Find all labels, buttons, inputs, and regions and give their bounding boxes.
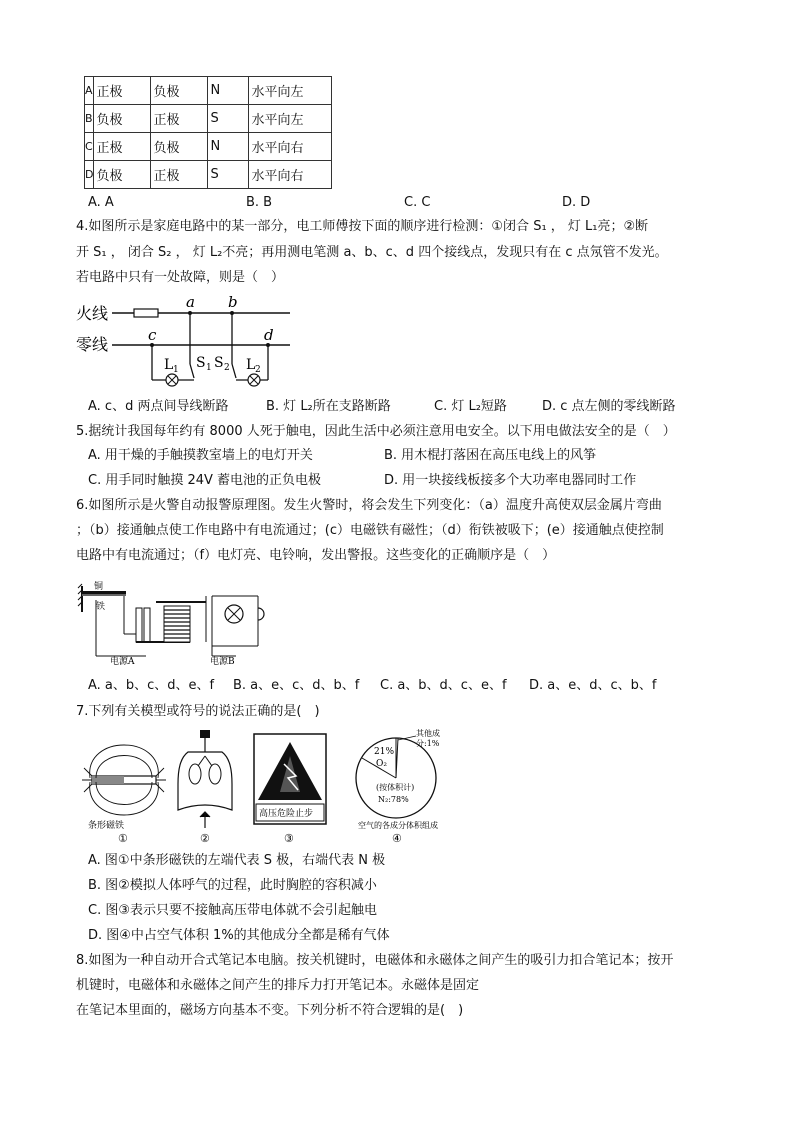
q7-option-b: B. 图②模拟人体呼气的过程，此时胸腔的容积减小 — [88, 878, 377, 893]
fig2-number: ② — [200, 832, 210, 845]
switch-s1-label: S — [196, 355, 206, 371]
switch-s1-sub: 1 — [206, 363, 212, 373]
bar-magnet-figure — [82, 745, 166, 845]
table-cell: 水平向左 — [249, 105, 332, 133]
power-a-label: 电源A — [110, 657, 135, 666]
q6-stem-line1: 6.如图所示是火警自动报警原理图。发生火警时，将会发生下列变化：（a）温度升高使双层金属片弯曲 — [76, 498, 662, 513]
table-cell: 负极 — [94, 161, 151, 189]
o2-label: O₂ — [376, 759, 387, 769]
n2-percent: N₂:78% — [378, 795, 409, 804]
switch-s2-icon — [232, 364, 236, 378]
by-volume-label: (按体积计) — [376, 783, 415, 792]
table-row — [85, 77, 332, 105]
lamp-l2-sub: 2 — [255, 365, 261, 375]
table-cell: 负极 — [151, 133, 208, 161]
q8-stem-line1: 8.如图为一种自动开合式笔记本电脑。按关机键时，电磁体和永磁体之间产生的吸引力扣合笔记本；按开 — [76, 953, 674, 968]
point-c-label: c — [148, 326, 157, 344]
table-cell: 正极 — [151, 105, 208, 133]
lamp-l1-sub: 1 — [173, 365, 179, 375]
live-wire-label: 火线 — [76, 304, 109, 323]
q4-option-d: D. c 点左侧的零线断路 — [542, 399, 676, 414]
point-a-label: a — [186, 293, 195, 311]
q3-option-c: C. C — [404, 195, 431, 210]
other-label: 其他成 — [416, 729, 440, 738]
electromagnet-coil-icon — [164, 606, 190, 642]
air-composition-figure — [356, 728, 440, 845]
fig1-number: ① — [118, 832, 128, 845]
q3-option-a: A. A — [88, 195, 114, 210]
lamp-l1-label: L — [164, 357, 174, 373]
q5-stem: 5.据统计我国每年约有 8000 人死于触电，因此生活中必须注意用电安全。以下用电做法安全的是（ ） — [76, 424, 676, 439]
table-cell: S — [208, 161, 249, 189]
q6-option-d: D. a、e、d、c、b、f — [529, 678, 657, 693]
other-percent: 分:1% — [416, 739, 440, 748]
table-cell: 正极 — [151, 161, 208, 189]
q4-circuit-diagram — [76, 292, 296, 392]
q6-option-c: C. a、b、d、c、e、f — [380, 678, 507, 693]
table-cell: 水平向右 — [249, 161, 332, 189]
q7-option-a: A. 图①中条形磁铁的左端代表 S 极，右端代表 N 极 — [88, 853, 386, 868]
fig4-caption: 空气的各成分体积组成 — [358, 821, 438, 830]
q6-stem-line3: 电路中有电流通过；（f）电灯亮、电铃响，发出警报。这些变化的正确顺序是（ ） — [76, 548, 556, 563]
copper-label: 铜 — [94, 582, 104, 592]
q5-option-b: B. 用木棍打落困在高压电线上的风筝 — [384, 448, 597, 463]
q6-fire-alarm-diagram — [76, 578, 276, 666]
q4-stem-line2: 开 S₁ ， 闭合 S₂ ， 灯 L₂不亮；再用测电笔测 a、b、c、d 四个接线点，发现只有在 c 点氖管不发光。 — [76, 245, 668, 260]
q7-option-d: D. 图④中占空气体积 1%的其他成分全都是稀有气体 — [88, 928, 390, 943]
table-cell: A — [85, 77, 94, 105]
q4-option-c: C. 灯 L₂短路 — [434, 399, 507, 414]
fig1-caption: 条形磁铁 — [88, 821, 125, 831]
o2-percent: 21% — [374, 747, 395, 757]
sign-text: 高压危险止步 — [259, 809, 314, 819]
high-voltage-sign-figure — [254, 734, 326, 845]
point-b-label: b — [228, 293, 238, 311]
q3-option-b: B. B — [246, 195, 273, 210]
fuse-icon — [134, 309, 158, 317]
bell-icon — [258, 608, 264, 620]
table-cell: 负极 — [94, 105, 151, 133]
fig4-number: ④ — [392, 832, 402, 845]
table-row — [85, 161, 332, 189]
table-cell: 正极 — [94, 133, 151, 161]
table-cell: N — [208, 133, 249, 161]
q5-option-a: A. 用干燥的手触摸教室墙上的电灯开关 — [88, 448, 313, 463]
q4-option-a: A. c、d 两点间导线断路 — [88, 399, 229, 414]
table-cell: 水平向左 — [249, 77, 332, 105]
table-cell: 负极 — [151, 77, 208, 105]
q8-stem-line2: 机键时，电磁体和永磁体之间产生的排斥力打开笔记本。永磁体是固定 — [76, 978, 480, 993]
balloon-right-icon — [209, 764, 221, 784]
bimetal-strip-icon — [82, 591, 126, 594]
q5-option-d: D. 用一块接线板接多个大功率电器同时工作 — [384, 473, 637, 488]
q7-option-c: C. 图③表示只要不接触高压带电体就不会引起触电 — [88, 903, 377, 918]
table-cell: 水平向右 — [249, 133, 332, 161]
q6-stem-line2: ；（b）接通触点使工作电路中有电流通过；(c）电磁铁有磁性；（d）衔铁被吸下；(e）接通触点使控制 — [76, 523, 664, 538]
q4-stem-line3: 若电路中只有一处故障，则是（ ） — [76, 270, 285, 285]
table-cell: S — [208, 105, 249, 133]
table-cell: D — [85, 161, 94, 189]
q6-option-a: A. a、b、c、d、e、f — [88, 678, 215, 693]
table-cell: C — [85, 133, 94, 161]
q5-option-c: C. 用手同时触摸 24V 蓄电池的正负电极 — [88, 473, 322, 488]
q4-stem-line1: 4.如图所示是家庭电路中的某一部分，电工师傅按下面的顺序进行检测：①闭合 S₁ ， 灯 L₁亮；②断 — [76, 219, 649, 234]
q4-option-b: B. 灯 L₂所在支路断路 — [266, 399, 391, 414]
table-row — [85, 133, 332, 161]
switch-s2-label: S — [214, 355, 224, 371]
q7-stem: 7.下列有关模型或符号的说法正确的是( ) — [76, 704, 320, 719]
table-cell: B — [85, 105, 94, 133]
answer-table — [84, 76, 332, 189]
q6-option-b: B. a、e、c、d、b、f — [233, 678, 360, 693]
iron-label: 铁 — [96, 602, 106, 612]
balloon-left-icon — [189, 764, 201, 784]
q7-figures — [76, 728, 456, 846]
table-cell: N — [208, 77, 249, 105]
lung-model-figure — [178, 730, 232, 845]
q8-stem-line3: 在笔记本里面的，磁场方向基本不变。下列分析不符合逻辑的是( ) — [76, 1003, 464, 1018]
lamp-l2-label: L — [246, 357, 256, 373]
power-b-label: 电源B — [210, 657, 235, 666]
point-d-label: d — [264, 326, 274, 344]
switch-s2-sub: 2 — [224, 363, 230, 373]
neutral-wire-label: 零线 — [76, 335, 109, 354]
fig3-number: ③ — [284, 832, 294, 845]
arrow-up-icon — [200, 812, 210, 828]
q3-option-d: D. D — [562, 195, 591, 210]
table-cell: 正极 — [94, 77, 151, 105]
table-row — [85, 105, 332, 133]
switch-s1-icon — [190, 364, 194, 378]
